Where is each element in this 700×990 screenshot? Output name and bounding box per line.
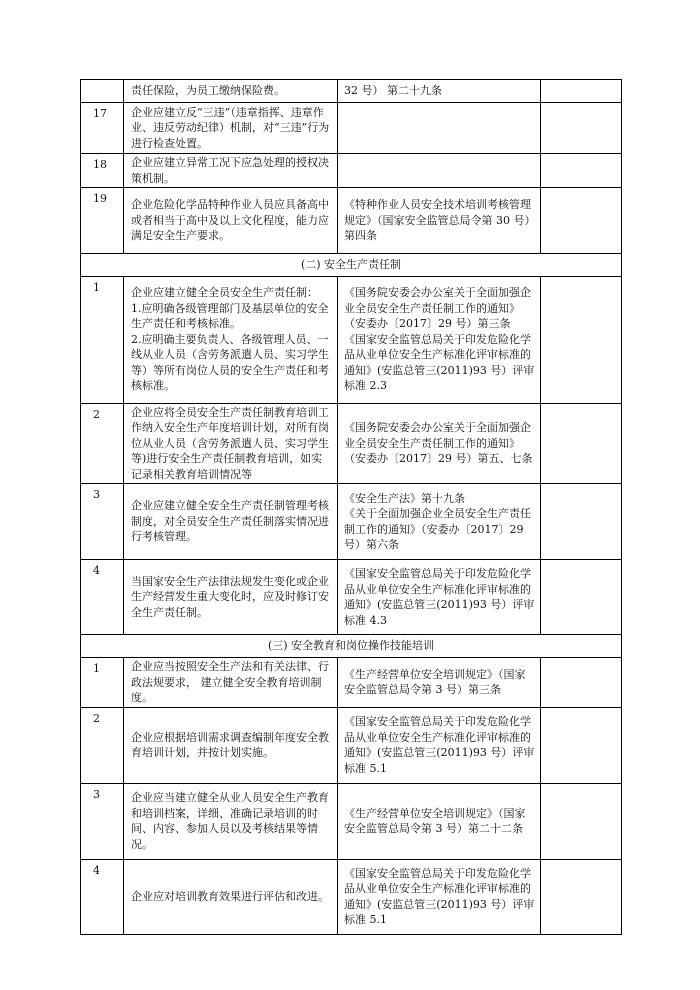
table-row <box>81 783 622 859</box>
item-number: 1 <box>81 276 124 403</box>
remark-cell <box>541 276 622 403</box>
remark-cell <box>541 484 622 560</box>
basis-cell <box>338 560 541 635</box>
section-title: (二) 安全生产责任制 <box>81 254 622 277</box>
requirement-cell <box>124 783 338 859</box>
item-number: 3 <box>81 484 124 560</box>
requirement-line: 企业应对培训教育效果进行评估和改进。 <box>131 889 329 903</box>
basis-cell <box>338 484 541 560</box>
table-row <box>81 188 622 254</box>
table-row <box>81 484 622 560</box>
requirement-cell <box>124 859 338 934</box>
requirement-cell: 企业危险化学品特种作业人员应具备高中或者相当于高中及以上文化程度，能力应满足安全生产要求。 <box>124 188 338 254</box>
section-title: (三) 安全教育和岗位操作技能培训 <box>81 635 622 658</box>
basis-line: 《生产经营单位安全培训规定》（国家安全监管总局令第 3 号）第三条 <box>344 667 526 697</box>
table-row <box>81 276 622 403</box>
requirement-line: 企业应当建立健全从业人员安全生产教育和培训档案，详细、准确记录培训的时间、内容、参加人员以及考核结果等情况。 <box>131 791 329 851</box>
item-number: 2 <box>81 403 124 484</box>
remark-cell <box>541 188 622 254</box>
basis-cell <box>338 276 541 403</box>
basis-line: 《国家安全监管总局关于印发危险化学品从业单位安全生产标准化评审标准的通知》(安监总管三(2011)93 号）评审标准 4.3 <box>344 567 535 627</box>
basis-line: 《关于全面加强企业全员安全生产责任制工作的通知》（安委办〔2017〕29 号）第六条 <box>344 507 531 551</box>
basis-cell: 《特种作业人员安全技术培训考核管理规定》（国家安全监管总局令第 30 号）第四条 <box>338 188 541 254</box>
basis-cell <box>338 707 541 783</box>
remark-cell <box>541 783 622 859</box>
requirement-cell <box>124 403 338 484</box>
item-number: 2 <box>81 707 124 783</box>
basis-cell <box>338 859 541 934</box>
table-row <box>81 154 622 188</box>
requirement-line: 企业应将全员安全生产责任制教育培训工作纳入安全生产年度培训计划，对所有岗位从业人员（含劳务派遣人员、实习学生等)进行安全生产责任制教育培训，如实记录相关教育培训情况等 <box>131 405 329 481</box>
requirement-cell <box>124 560 338 635</box>
item-number: 19 <box>81 188 124 254</box>
requirement-line: 企业应根据培训需求调查编制年度安全教育培训计划，并按计划实施。 <box>131 730 329 759</box>
remark-cell <box>541 80 622 103</box>
remark-cell <box>541 707 622 783</box>
item-number: 1 <box>81 658 124 708</box>
table-row <box>81 658 622 708</box>
basis-cell <box>338 783 541 859</box>
requirement-cell <box>124 484 338 560</box>
basis-cell <box>338 154 541 188</box>
table-row <box>81 103 622 154</box>
remark-cell <box>541 560 622 635</box>
table-row <box>81 707 622 783</box>
table-row <box>81 560 622 635</box>
remark-cell <box>541 859 622 934</box>
requirement-line: 企业应当按照安全生产法和有关法律、行政法规要求， 建立健全安全教育培训制度。 <box>131 660 329 704</box>
basis-line: 《国家安全监管总局关于印发危险化学品从业单位安全生产标准化评审标准的通知》(安监总管三(2011)93 号）评审标准 5.1 <box>344 866 535 926</box>
item-number: 4 <box>81 560 124 635</box>
item-number: 3 <box>81 783 124 859</box>
item-number <box>81 80 124 103</box>
requirement-line: 当国家安全生产法律法规发生变化或企业生产经营发生重大变化时，应及时修订安全生产责任制。 <box>131 574 329 619</box>
section-header-row <box>81 254 622 277</box>
remark-cell <box>541 403 622 484</box>
item-number: 18 <box>81 154 124 188</box>
basis-cell: 32 号） 第二十九条 <box>338 80 541 103</box>
table-row <box>81 403 622 484</box>
basis-line: 《生产经营单位安全培训规定》（国家安全监管总局令第 3 号）第二十二条 <box>344 806 526 835</box>
basis-line: 《安全生产法》第十九条 <box>344 491 465 505</box>
requirement-cell: 企业应建立异常工况下应急处理的授权决策机制。 <box>124 154 338 188</box>
requirement-line: 1.应明确各级管理部门及基层单位的安全生产责任和考核标准。 <box>131 301 329 331</box>
requirement-line: 2.应明确主要负责人、各级管理人员、一线从业人员（含劳务派遣人员、实习学生等）等所有岗位人员的安全生产责任和考核标准。 <box>131 332 329 393</box>
section-header-row <box>81 635 622 658</box>
requirement-cell: 责任保险，为员工缴纳保险费。 <box>124 80 338 103</box>
basis-cell <box>338 403 541 484</box>
requirement-cell: 企业应建立反“三违”（违章指挥、违章作业、违反劳动纪律）机制，对“三违”行为进行检查处置。 <box>124 103 338 154</box>
requirement-line: 企业应建立健全全员安全生产责任制： <box>131 286 318 300</box>
basis-line: 《国家安全监管总局关于印发危险化学品从业单位安全生产标准化评审标准的通知》(安监总管三(2011)93 号）评审标准 2.3 <box>344 332 535 393</box>
basis-cell <box>338 658 541 708</box>
item-number: 4 <box>81 859 124 934</box>
remark-cell <box>541 154 622 188</box>
item-number: 17 <box>81 103 124 154</box>
remark-cell <box>541 103 622 154</box>
basis-cell <box>338 103 541 154</box>
remark-cell <box>541 658 622 708</box>
table-row <box>81 80 622 103</box>
requirement-cell <box>124 276 338 403</box>
basis-line: 《国务院安委会办公室关于全面加强企业全员安全生产责任制工作的通知》（安委办〔2017〕29 号）第三条 <box>344 286 531 331</box>
requirement-line: 企业应建立健全安全生产责任制管理考核制度，对全员安全生产责任制落实情况进行考核管理。 <box>131 499 329 544</box>
basis-line: 《国家安全监管总局关于印发危险化学品从业单位安全生产标准化评审标准的通知》(安监总管三(2011)93 号）评审标准 5.1 <box>344 715 535 775</box>
basis-line: 《国务院安委会办公室关于全面加强企业全员安全生产责任制工作的通知》（安委办〔2017〕29 号）第五、七条 <box>344 421 533 465</box>
table-row <box>81 859 622 934</box>
requirement-cell <box>124 658 338 708</box>
requirement-cell <box>124 707 338 783</box>
regulation-table <box>80 79 622 935</box>
